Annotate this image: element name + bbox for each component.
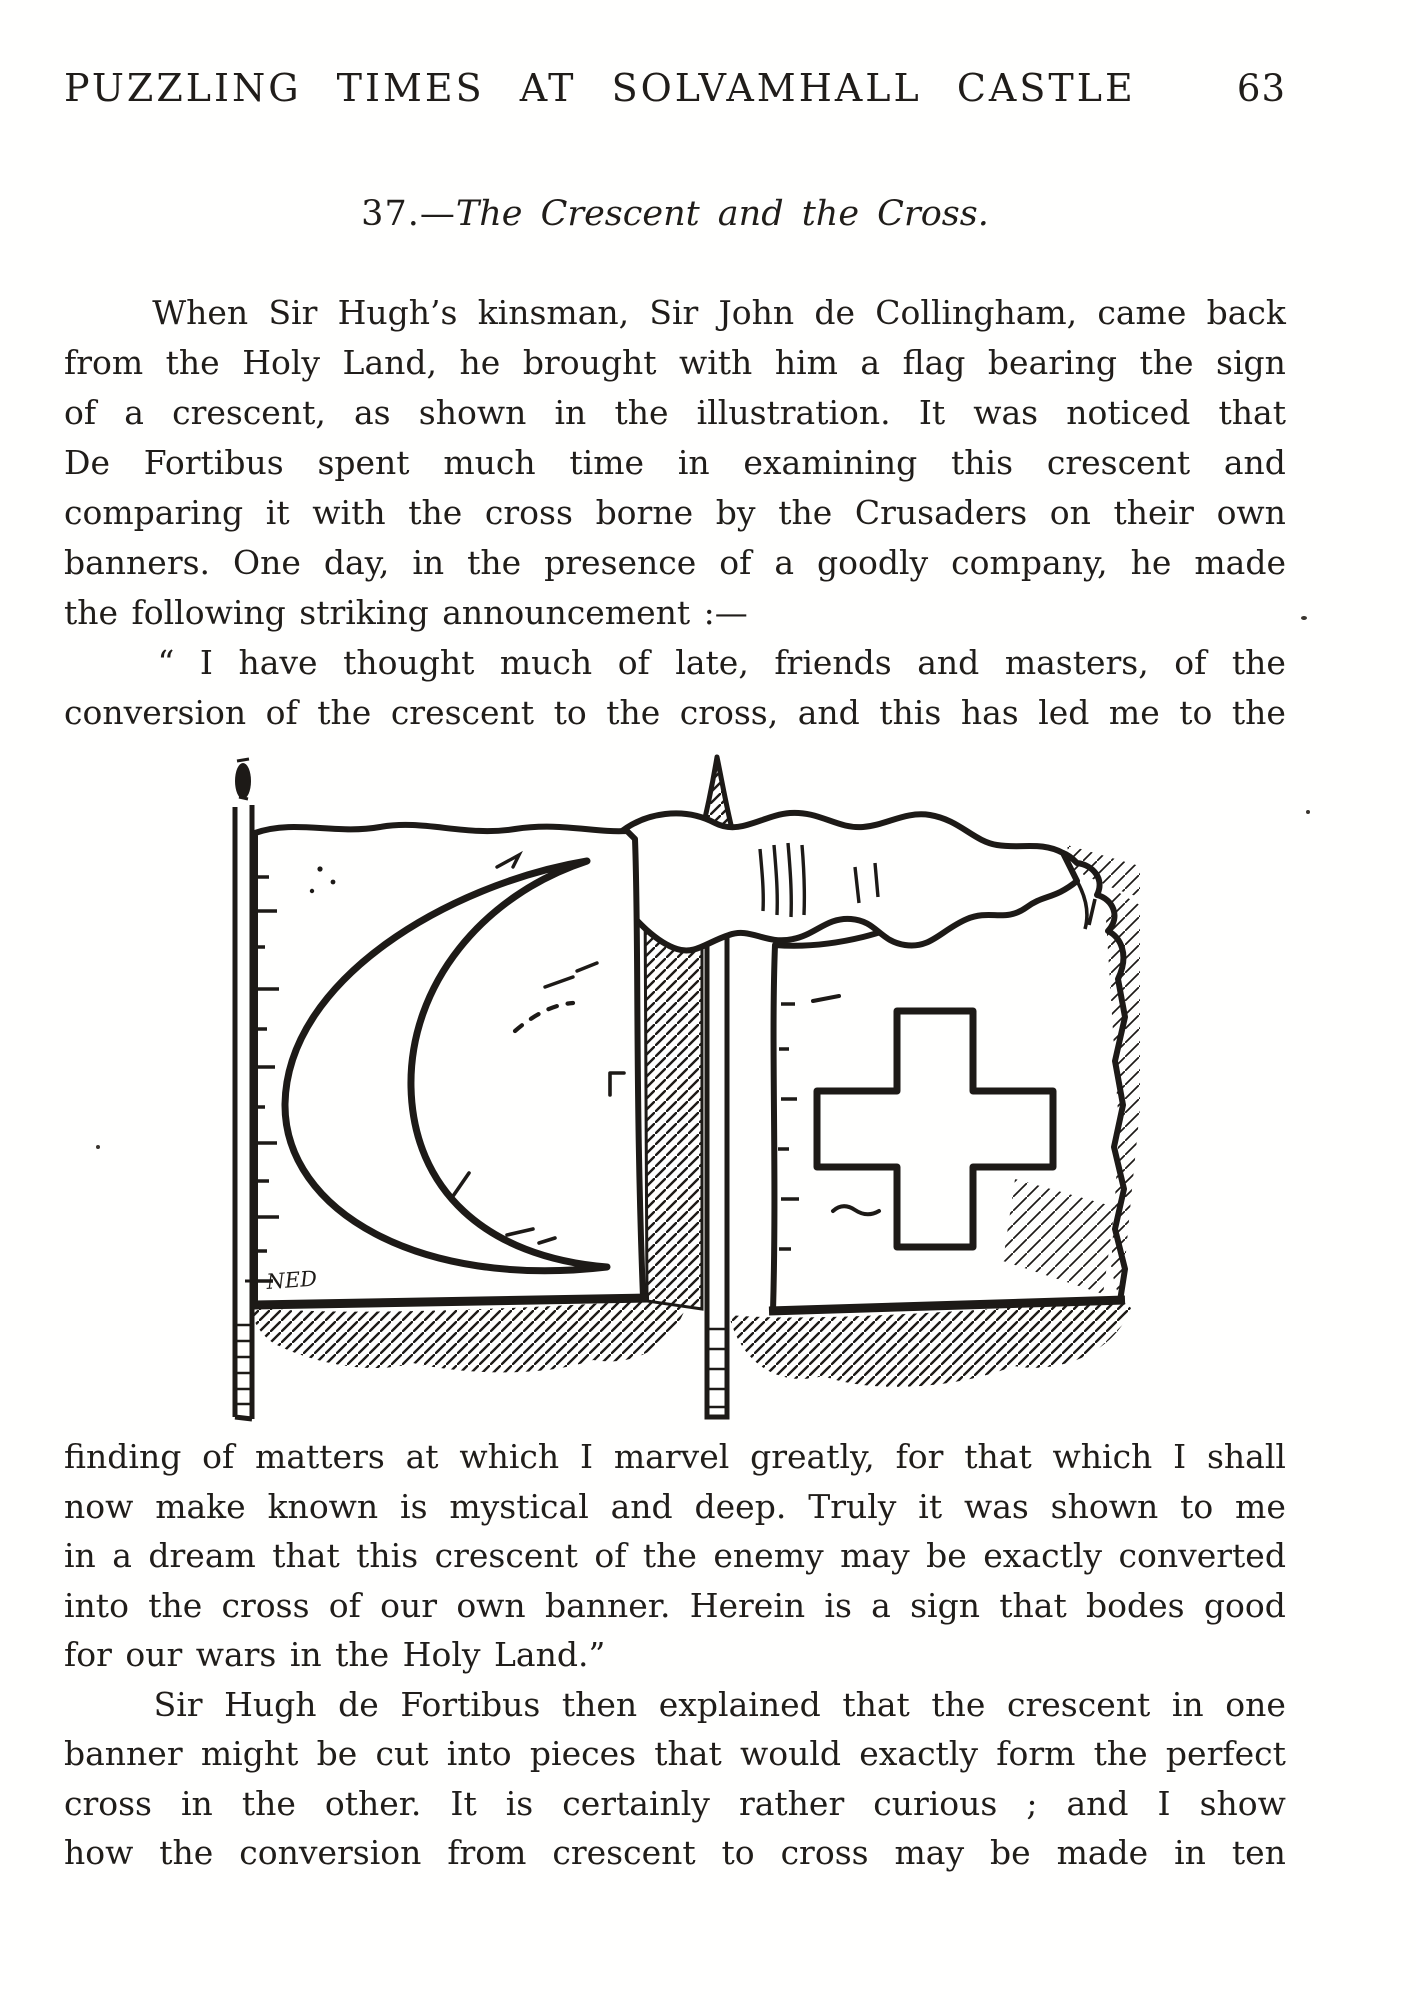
text-line: for our wars in the Holy Land.” xyxy=(64,1635,606,1674)
artist-signature: NED xyxy=(265,1266,318,1294)
crescent-banner xyxy=(245,825,649,1305)
text-line: into the cross of our own banner. Herein is a sign that bodes good xyxy=(64,1585,1286,1625)
text-line: When Sir Hugh’s kinsman, Sir John de Collingham, came back xyxy=(152,293,1286,332)
left-flagpole xyxy=(233,759,253,1419)
pole-finial xyxy=(235,763,251,799)
text-line: how the conversion from crescent to cross may be made in ten xyxy=(64,1833,1286,1872)
text-line: banner might be cut into pieces that would exactly form the perfect xyxy=(64,1734,1286,1773)
crescent-and-cross-illustration xyxy=(215,749,1140,1435)
scan-speck xyxy=(1306,810,1310,814)
text-line: “ I have thought much of late, friends and masters, of the xyxy=(157,643,1286,682)
grass-hatching-left xyxy=(251,1300,685,1372)
page-title: PUZZLING TIMES AT SOLVAMHALL CASTLE xyxy=(64,66,1136,110)
text-line: of a crescent, as shown in the illustration. It was noticed that xyxy=(64,393,1286,432)
text-line: in a dream that this crescent of the enemy may be exactly converted xyxy=(64,1536,1286,1575)
flags-drawing xyxy=(215,749,1140,1435)
running-head xyxy=(64,66,1286,110)
text-line: De Fortibus spent much time in examining this crescent and xyxy=(64,443,1286,482)
text-line: comparing it with the cross borne by the Crusaders on their own xyxy=(64,493,1286,532)
scan-speck xyxy=(96,1145,100,1149)
page-number: 63 xyxy=(1236,67,1286,110)
text-line: finding of matters at which I marvel greatly, for that which I shall xyxy=(64,1437,1286,1476)
text-line: the following striking announcement :— xyxy=(64,593,748,632)
paragraph-block-top xyxy=(64,288,1286,738)
text-line: from the Holy Land, he brought with him a flag bearing the sign xyxy=(64,343,1286,382)
text-line: banners. One day, in the presence of a goodly company, he made xyxy=(64,543,1286,582)
section-heading xyxy=(64,194,1286,234)
text-line: conversion of the crescent to the cross, and this has led me to the xyxy=(64,693,1286,732)
puzzle-title: The Crescent and the Cross. xyxy=(455,194,989,234)
paragraph-block-bottom xyxy=(64,1432,1286,1878)
text-line: Sir Hugh de Fortibus then explained that the crescent in one xyxy=(153,1684,1286,1724)
scan-speck xyxy=(1301,616,1307,620)
text-line: cross in the other. It is certainly rather curious ; and I show xyxy=(64,1783,1286,1823)
text-line: now make known is mystical and deep. Truly it was shown to me xyxy=(64,1486,1286,1526)
puzzle-number: 37.— xyxy=(361,194,456,234)
